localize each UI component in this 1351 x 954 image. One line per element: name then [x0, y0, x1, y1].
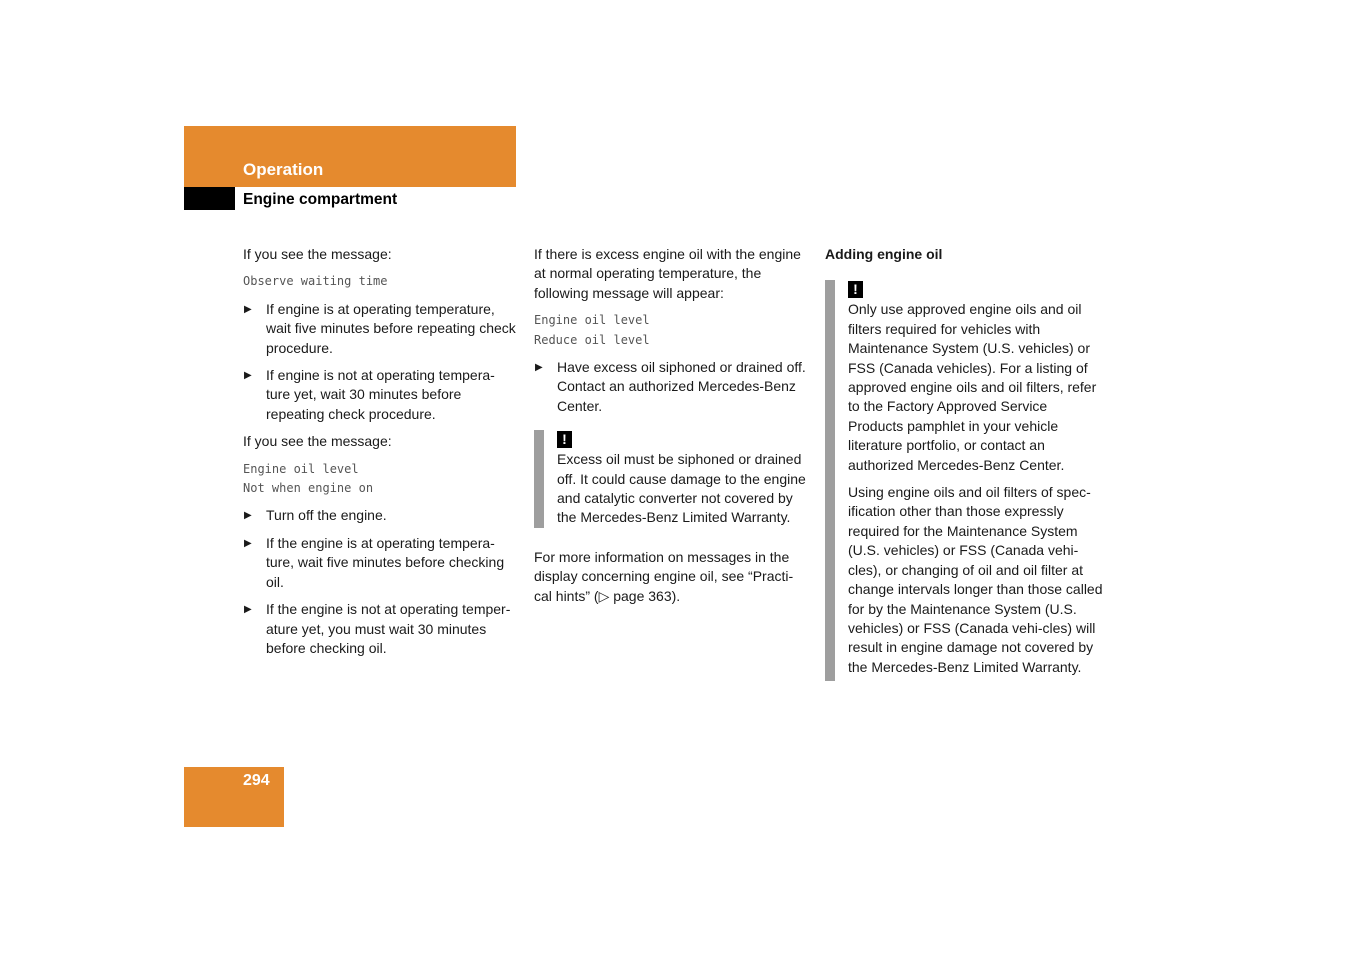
note-text: Excess oil must be siphoned or drained off. It could cause damage to the engine and catalytic converter not covered by the Mercedes-Benz Limited Warranty. [557, 451, 806, 526]
column-1 [243, 245, 518, 666]
list-item-text: Turn off the engine. [266, 507, 387, 524]
note-text: Only use approved engine oils and oil filters required for vehicles with Maintenance System (U.S. vehicles) or FSS (Canada vehicles). For a listing of approved engine oils and oil filters, refer to the Factory Approved Service Products pamphlet in your vehicle literature portfolio, or contact an authorized Mercedes-Benz Center. [848, 301, 1097, 473]
display-message-line: Engine oil level [243, 461, 359, 476]
list-item-text: If the engine is at operating tempera-ture, wait five minutes before checking oil. [266, 534, 505, 590]
warning-note [825, 280, 1105, 681]
arrow-bullet-icon: ▶ [244, 604, 252, 616]
more-info-text: For more information on messages in the display concerning engine oil, see “Practi-cal hints” (▷ page 363). [534, 548, 794, 604]
section-marker [184, 187, 235, 210]
note-bar [825, 280, 835, 681]
list-item [243, 600, 518, 658]
instruction-list [243, 300, 518, 424]
note-text: Using engine oils and oil filters of spec-ification other than those expressly required for the Maintenance System (U.S. vehicles) or FSS (Canada vehi-cles), or changing of oil and oil filter at change intervals longer than those called for by the Maintenance System (U.S. vehicles) or FSS (Canada vehi-cles) will result in engine damage not covered by the Mercedes-Benz Limited Warranty. [848, 484, 1103, 675]
display-message [243, 272, 518, 291]
section-title: Operation [243, 160, 324, 179]
display-message [534, 311, 808, 350]
intro-text: If you see the message: [243, 246, 392, 262]
instruction-list [534, 358, 808, 416]
list-item [243, 534, 518, 592]
arrow-bullet-icon: ▶ [244, 303, 252, 315]
list-item-text: Have excess oil siphoned or drained off. Contact an authorized Mercedes-Benz Center. [557, 359, 806, 414]
list-item [534, 358, 808, 416]
display-message-line: Reduce oil level [534, 332, 650, 347]
display-message-line: Observe waiting time [243, 274, 388, 289]
header-band [184, 126, 516, 187]
list-item [243, 366, 518, 424]
subsection-title: Engine compartment [243, 191, 398, 208]
note-bar [534, 430, 544, 528]
intro-text: If there is excess engine oil with the engine at normal operating temperature, the following message will appear: [534, 246, 801, 301]
page-number: 294 [243, 772, 270, 789]
list-item-text: If the engine is not at operating temper-ature yet, you must wait 30 minutes before checking oil. [266, 601, 511, 656]
column-3 [825, 245, 1105, 689]
arrow-bullet-icon: ▶ [244, 370, 252, 382]
intro-text: If you see the message: [243, 433, 392, 450]
list-item-text: If engine is at operating temperature, wait five minutes before repeating check procedure. [266, 300, 516, 356]
display-message [243, 460, 518, 499]
column-2 [534, 245, 808, 614]
warning-icon: ! [557, 431, 572, 448]
list-item [243, 506, 518, 525]
list-item [243, 300, 518, 358]
arrow-bullet-icon: ▶ [244, 537, 252, 549]
arrow-bullet-icon: ▶ [535, 362, 543, 374]
warning-note [534, 430, 808, 528]
display-message-line: Not when engine on [243, 481, 374, 496]
list-item-text: If engine is not at operating tempera-ture yet, wait 30 minutes before repeating check procedure. [266, 367, 495, 422]
display-message-line: Engine oil level [534, 313, 650, 328]
section-heading: Adding engine oil [825, 246, 943, 262]
warning-icon: ! [848, 281, 863, 298]
instruction-list [243, 506, 518, 658]
arrow-bullet-icon: ▶ [244, 510, 252, 522]
